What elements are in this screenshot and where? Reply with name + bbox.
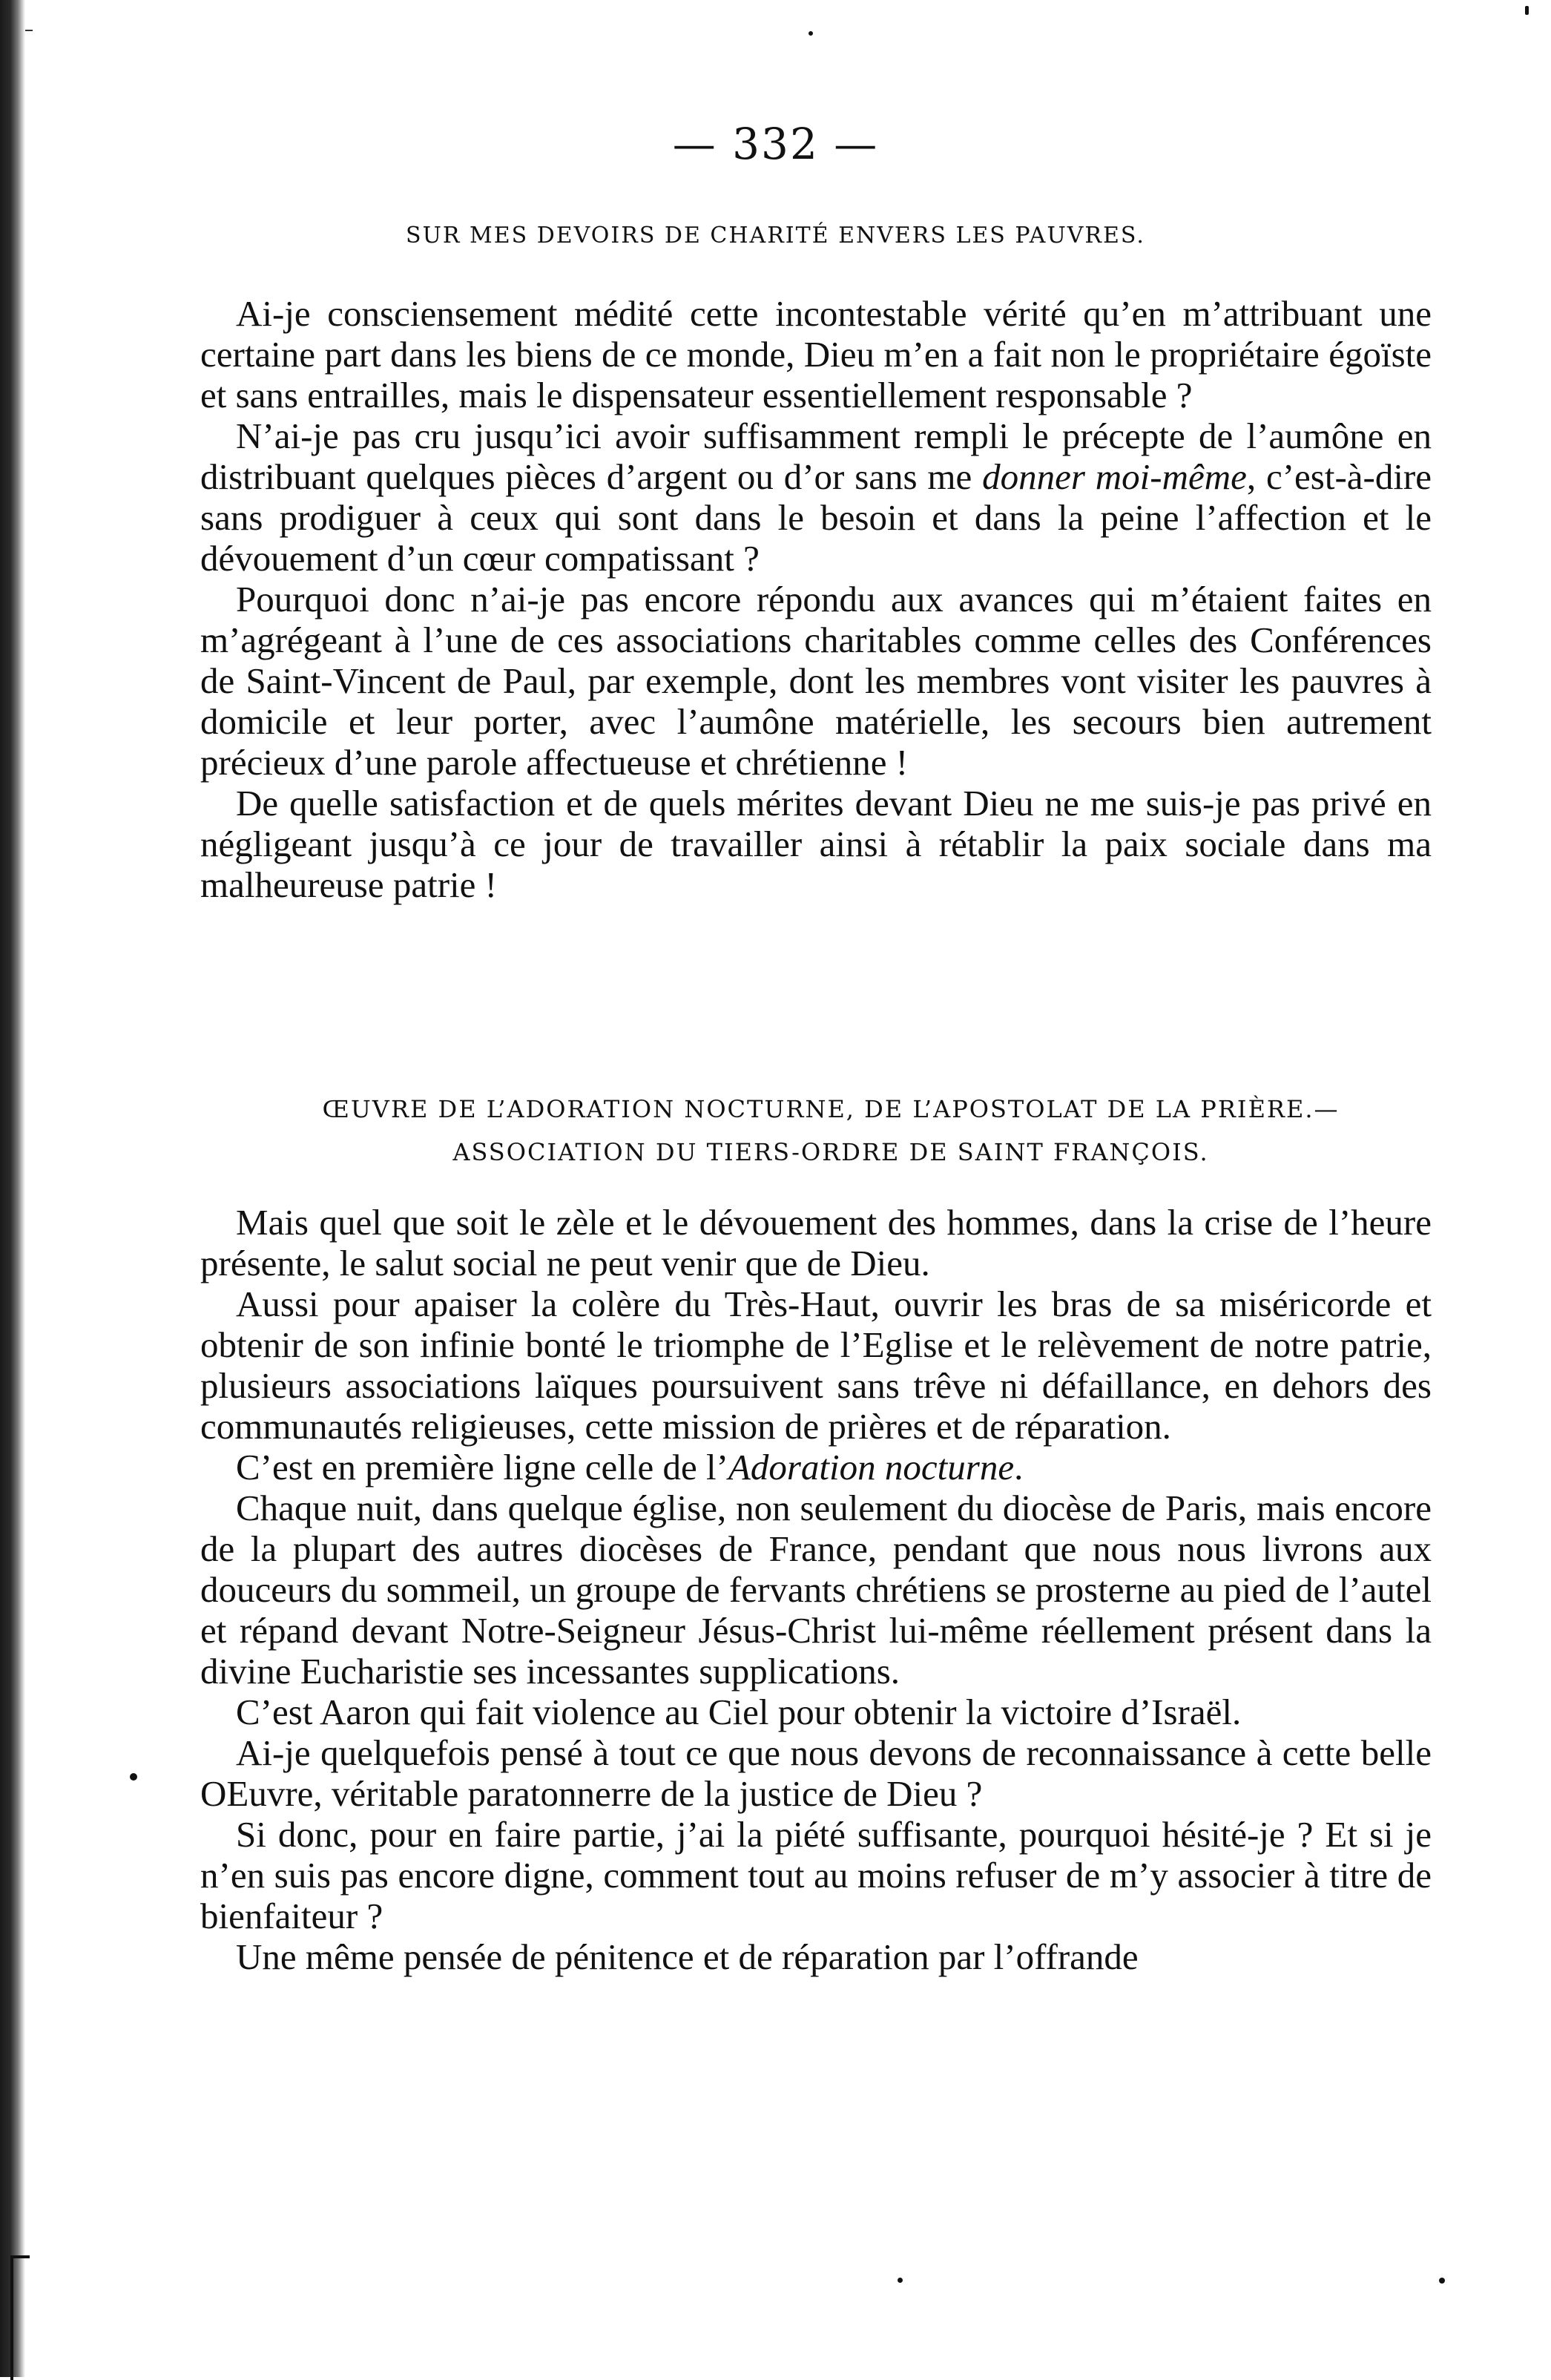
paragraph: Aussi pour apaiser la colère du Très-Haut, ouvrir les bras de sa miséricorde et obtenir de son infinie bonté le triomphe de l’Eglise et le relèvement de notre patrie, plusieurs associations laïques poursuivent sans trêve ni défaillance, en dehors des communautés religieuses, cette mission de prières et de réparation. (200, 1283, 1432, 1447)
section-heading (193, 1088, 1469, 1174)
section-2-body (200, 1202, 1432, 1977)
scan-bracket-mark (10, 2255, 30, 2380)
paragraph: Pourquoi donc n’ai-je pas encore répondu aux avances qui m’étaient faites en m’agrégeant à l’une de ces associations charitables comme celles des Conférences de Saint-Vincent de Paul, par exemple, dont les membres vont visiter les pauvres à domicile et leur porter, avec l’aumône matérielle, les secours bien autrement précieux d’une parole affectueuse et chrétienne ! (200, 579, 1432, 783)
scan-edge-shadow (0, 0, 25, 2377)
paragraph: C’est Aaron qui fait violence au Ciel pour obtenir la victoire d’Israël. (236, 1692, 1242, 1732)
paragraph: Ai-je quelquefois pensé à tout ce que nous devons de reconnaissance à cette belle OEuvre, véritable paratonnerre de la justice de Dieu ? (200, 1732, 1432, 1814)
scan-mark (25, 30, 33, 31)
paragraph: Si donc, pour en faire partie, j’ai la piété suffisante, pourquoi hésité-je ? Et si je n’en suis pas encore digne, comment tout au moins refuser de m’y associer à titre de bienfaiteur ? (200, 1814, 1432, 1936)
scan-speck (809, 31, 813, 36)
paragraph: Une même pensée de pénitence et de réparation par l’offrande (236, 1936, 1139, 1977)
scan-speck (898, 2278, 903, 2283)
paragraph: C’est en première ligne celle de l’Adoration nocturne. (236, 1447, 1024, 1488)
scan-speck (1439, 2278, 1445, 2284)
paragraph: De quelle satisfaction et de quels mérites devant Dieu ne me suis-je pas privé en négligeant jusqu’à ce jour de travailler ainsi à rétablir la paix sociale dans ma malheureuse patrie ! (200, 783, 1432, 905)
section-1-body (200, 293, 1432, 905)
paragraph: Mais quel que soit le zèle et le dévouement des hommes, dans la crise de l’heure présente, le salut social ne peut venir que de Dieu. (200, 1202, 1432, 1283)
section-heading: SUR MES DEVOIRS DE CHARITÉ ENVERS LES PAUVRES. (406, 223, 1145, 249)
paragraph: Chaque nuit, dans quelque église, non seulement du diocèse de Paris, mais encore de la plupart des autres diocèses de France, pendant que nous nous livrons aux douceurs du sommeil, un groupe de fervants chrétiens se prosterne au pied de l’autel et répand devant Notre-Seigneur Jésus-Christ lui-même réellement présent dans la divine Eucharistie ses incessantes supplications. (200, 1488, 1432, 1692)
paragraph: N’ai-je pas cru jusqu’ici avoir suffisamment rempli le précepte de l’aumône en distribuant quelques pièces d’argent ou d’or sans me donner moi-même, c’est-à-dire sans prodiguer à ceux qui sont dans le besoin et dans la peine l’affection et le dévouement d’un cœur compatissant ? (200, 415, 1432, 579)
scan-speck (130, 1773, 137, 1781)
section-heading-line: ŒUVRE DE L’ADORATION NOCTURNE, DE L’APOSTOLAT DE LA PRIÈRE.— (322, 1095, 1340, 1123)
page-number: — 332 — (672, 119, 879, 169)
paragraph: Ai-je consciensement médité cette incontestable vérité qu’en m’attribuant une certaine part dans les biens de ce monde, Dieu m’en a fait non le propriétaire égoïste et sans entrailles, mais le dispensateur essentiellement responsable ? (200, 293, 1432, 415)
scan-speck (1525, 6, 1529, 15)
section-heading-line: ASSOCIATION DU TIERS-ORDRE DE SAINT FRANÇOIS. (452, 1138, 1209, 1166)
